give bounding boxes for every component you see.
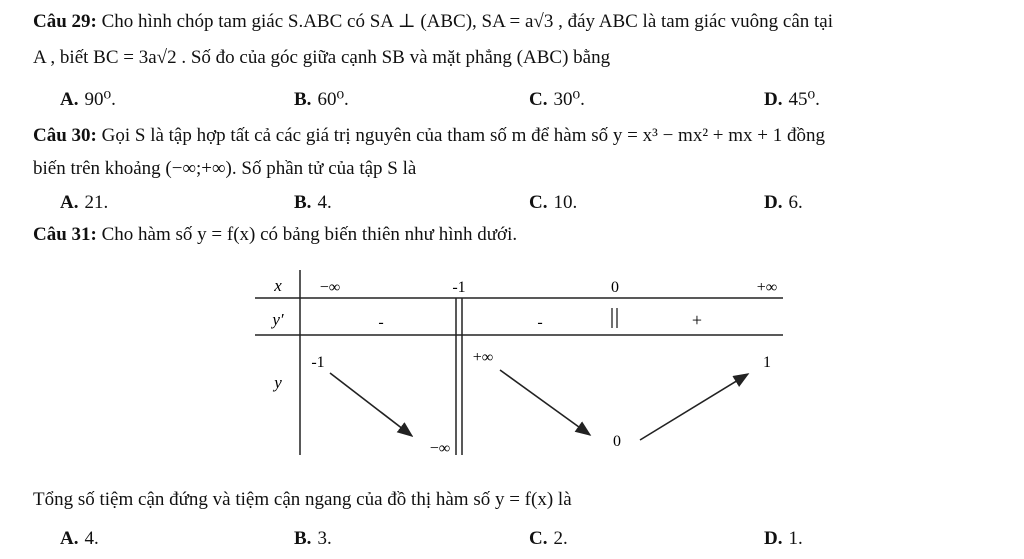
q30-label: Câu 30:	[33, 125, 97, 146]
q29-label: Câu 29:	[33, 11, 97, 32]
q31-option-d: D. 1.	[764, 528, 803, 549]
q31-label: Câu 31:	[33, 224, 97, 245]
y-value-zero: 0	[613, 433, 621, 450]
q31-option-b: B. 3.	[294, 528, 332, 549]
x-value-minus-one: -1	[452, 279, 466, 296]
sign-2: -	[537, 314, 543, 331]
q31-line2	[33, 488, 572, 512]
row-label-y: y	[274, 373, 282, 392]
q30-line1	[33, 124, 825, 148]
q29-option-a: A. 90⁰.	[60, 89, 116, 110]
q29-option-d: D. 45⁰.	[764, 89, 820, 110]
q31-option-c: C. 2.	[529, 528, 568, 549]
q31-line1	[33, 223, 517, 247]
x-value-neg-inf: −∞	[319, 279, 341, 296]
variation-table	[0, 270, 1024, 470]
row-label-dy: y′	[272, 310, 284, 329]
q29-text1: Cho hình chóp tam giác S.ABC có SA ⊥ (ABC), SA = a√3 , đáy ABC là tam giác vuông cân tại	[101, 11, 834, 32]
q29-line1	[33, 10, 833, 34]
sign-3: +	[691, 310, 703, 330]
q31-option-a: A. 4.	[60, 528, 99, 549]
arrow-decrease-2	[500, 370, 590, 435]
arrow-decrease-1	[330, 373, 412, 436]
x-value-zero: 0	[611, 279, 619, 296]
q29-option-b: B. 60⁰.	[294, 89, 349, 110]
y-value-one: 1	[763, 354, 771, 371]
y-value-neg-inf: −∞	[429, 440, 451, 457]
arrow-increase	[640, 374, 748, 440]
x-value-pos-inf: +∞	[756, 279, 778, 296]
y-value-pos-inf: +∞	[472, 349, 494, 366]
q29-option-c: C. 30⁰.	[529, 89, 585, 110]
sign-1: -	[378, 314, 384, 331]
y-value-minus-one: -1	[311, 354, 325, 371]
q30-option-a: A. 21.	[60, 192, 109, 213]
q31-text2: Tổng số tiệm cận đứng và tiệm cận ngang của đồ thị hàm số y = f(x) là	[33, 489, 572, 510]
q30-option-b: B. 4.	[294, 192, 332, 213]
q29-line2	[33, 46, 610, 70]
q30-text1: Gọi S là tập hợp tất cả các giá trị nguyên của tham số m để hàm số y = x³ − mx² + mx + 1 đồng	[101, 125, 825, 146]
q30-option-d: D. 6.	[764, 192, 803, 213]
q30-line2	[33, 157, 416, 181]
q30-option-c: C. 10.	[529, 192, 578, 213]
row-label-x: x	[274, 276, 282, 295]
q31-text1: Cho hàm số y = f(x) có bảng biến thiên như hình dưới.	[101, 224, 518, 245]
q30-text2: biến trên khoảng (−∞;+∞). Số phần tử của tập S là	[33, 158, 417, 179]
q29-text2: A , biết BC = 3a√2 . Số đo của góc giữa cạnh SB và mặt phẳng (ABC) bằng	[33, 47, 611, 68]
